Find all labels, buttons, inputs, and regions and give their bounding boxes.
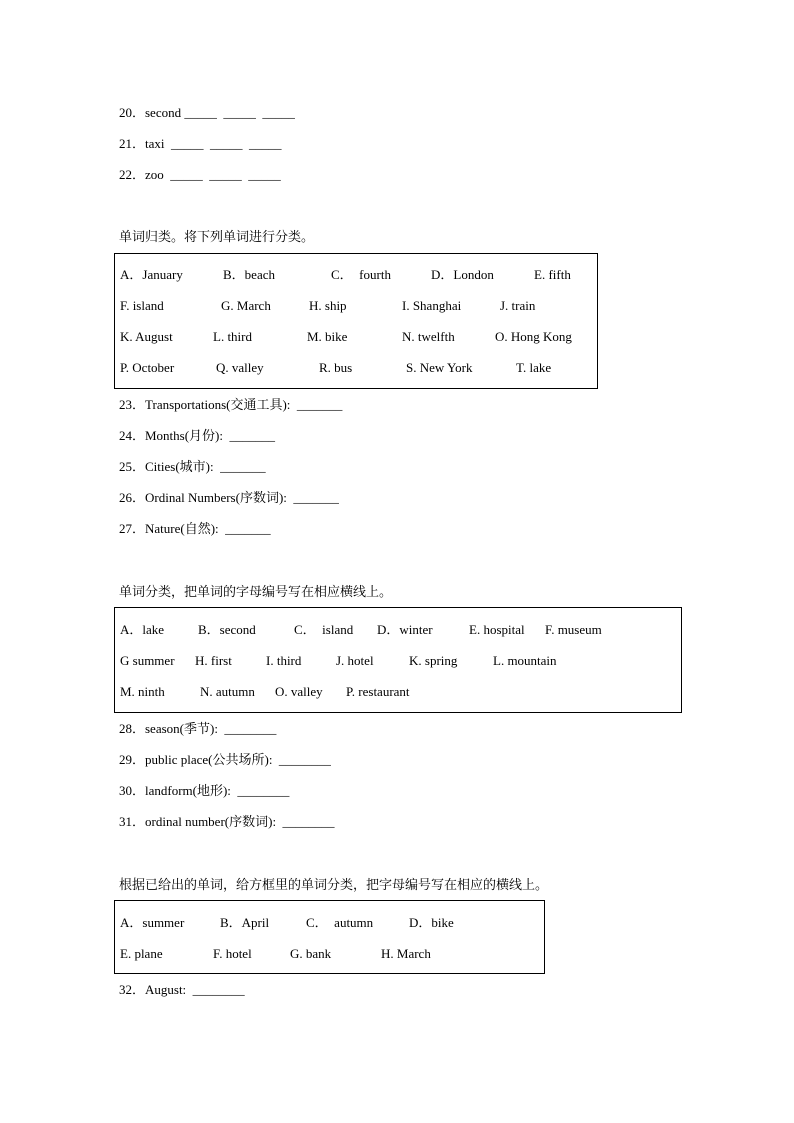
word-item: N. autumn — [200, 684, 255, 699]
word-item: I. Shanghai — [402, 298, 462, 313]
section2-word-box — [114, 607, 682, 713]
word-item: R. bus — [319, 360, 353, 375]
word-item: E. plane — [120, 946, 163, 961]
word-item: K. August — [120, 329, 173, 344]
question-20: 20．second _____ _____ _____ — [119, 105, 295, 120]
question-25: 25．Cities(城市): _______ — [119, 459, 266, 474]
question-27: 27．Nature(自然): _______ — [119, 521, 271, 536]
word-item: B．beach — [223, 267, 275, 282]
word-item: H. ship — [309, 298, 347, 313]
question-21: 21．taxi _____ _____ _____ — [119, 136, 282, 151]
word-item: F. museum — [545, 622, 602, 637]
word-item: J. hotel — [336, 653, 374, 668]
word-item: H. first — [195, 653, 232, 668]
question-31: 31．ordinal number(序数词): ________ — [119, 814, 335, 829]
word-item: B．second — [198, 622, 256, 637]
word-item: C． island — [294, 622, 354, 637]
word-item: O. Hong Kong — [495, 329, 572, 344]
word-item: A．summer — [120, 915, 185, 930]
word-item: J. train — [500, 298, 536, 313]
section3-instruction: 根据已给出的单词，给方框里的单词分类，把字母编号写在相应的横线上。 — [119, 877, 549, 892]
word-item: G summer — [120, 653, 175, 668]
word-item: G. bank — [290, 946, 332, 961]
question-30: 30．landform(地形): ________ — [119, 783, 290, 798]
section1-instruction: 单词归类。将下列单词进行分类。 — [119, 229, 315, 244]
word-item: C． fourth — [331, 267, 391, 282]
word-item: I. third — [266, 653, 302, 668]
word-item: N. twelfth — [402, 329, 455, 344]
word-item: S. New York — [406, 360, 473, 375]
word-item: A．lake — [120, 622, 165, 637]
question-32: 32．August: ________ — [119, 982, 245, 997]
word-item: K. spring — [409, 653, 458, 668]
section3-word-box — [114, 900, 545, 974]
section1-word-box — [114, 253, 598, 389]
question-28: 28．season(季节): ________ — [119, 721, 277, 736]
word-item: M. bike — [307, 329, 348, 344]
word-item: P. restaurant — [346, 684, 410, 699]
section2-instruction: 单词分类，把单词的字母编号写在相应横线上。 — [119, 584, 393, 599]
word-item: P. October — [120, 360, 175, 375]
question-26: 26．Ordinal Numbers(序数词): _______ — [119, 490, 339, 505]
word-item: O. valley — [275, 684, 323, 699]
word-item: M. ninth — [120, 684, 165, 699]
word-item: D．winter — [377, 622, 433, 637]
word-item: C． autumn — [306, 915, 374, 930]
word-item: L. third — [213, 329, 252, 344]
word-item: E. hospital — [469, 622, 525, 637]
word-item: Q. valley — [216, 360, 264, 375]
word-item: E. fifth — [534, 267, 571, 282]
word-item: T. lake — [516, 360, 552, 375]
word-item: D．bike — [409, 915, 454, 930]
question-24: 24．Months(月份): _______ — [119, 428, 276, 443]
word-item: D．London — [431, 267, 494, 282]
word-item: G. March — [221, 298, 271, 313]
word-item: F. hotel — [213, 946, 252, 961]
word-item: H. March — [381, 946, 431, 961]
question-23: 23．Transportations(交通工具): _______ — [119, 397, 343, 412]
word-item: F. island — [120, 298, 164, 313]
word-item: A．January — [120, 267, 183, 282]
question-29: 29．public place(公共场所): ________ — [119, 752, 331, 767]
word-item: L. mountain — [493, 653, 557, 668]
question-22: 22．zoo _____ _____ _____ — [119, 167, 281, 182]
word-item: B．April — [220, 915, 270, 930]
